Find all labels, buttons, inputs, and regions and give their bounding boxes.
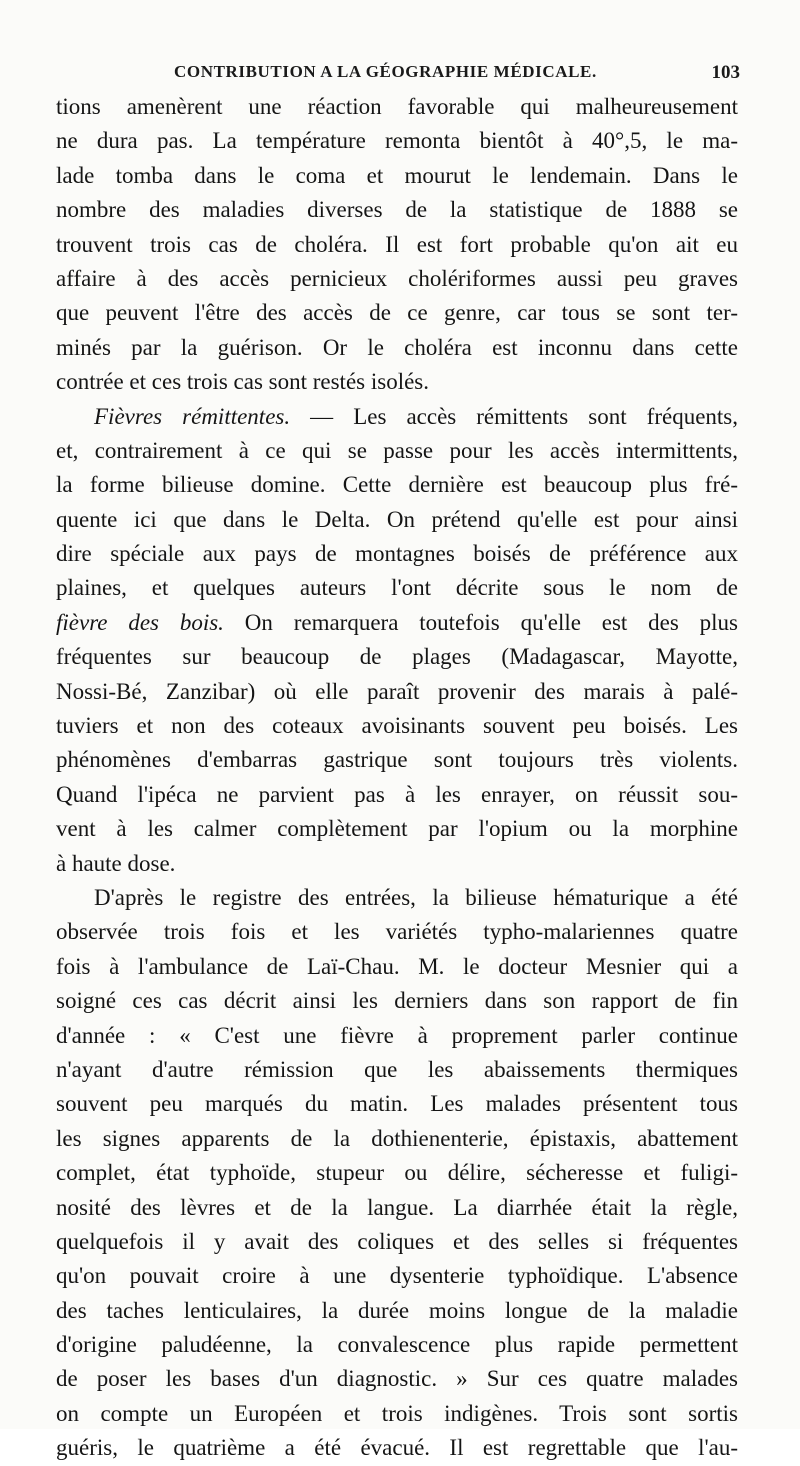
text-line: observée trois fois et les variétés typho-malariennes quatre <box>56 919 738 945</box>
text-line: tuviers et non des coteaux avoisinants souvent peu boisés. Les <box>56 713 738 739</box>
text-line: fréquentes sur beaucoup de plages (Madagascar, Mayotte, <box>56 644 738 670</box>
text-line: on compte un Européen et trois indigènes. Trois sont sortis <box>56 1400 738 1426</box>
text-line: nombre des maladies diverses de la statistique de 1888 se <box>56 197 738 223</box>
text-line: soigné ces cas décrit ainsi les derniers dans son rapport de fin <box>56 988 738 1014</box>
text-line: quelquefois il y avait des coliques et des selles si fréquentes <box>56 1228 738 1254</box>
text-line: dire spéciale aux pays de montagnes boisés de préférence aux <box>56 541 738 567</box>
text-line: complet, état typhoïde, stupeur ou délire, sécheresse et fuligi- <box>56 1160 738 1186</box>
paragraph-1 <box>56 90 738 400</box>
paragraph-3 <box>56 881 738 1466</box>
text-line: Nossi-Bé, Zanzibar) où elle paraît provenir des marais à palé- <box>56 678 738 704</box>
text-run: — Les accès rémittents sont fréquents, <box>290 403 739 429</box>
text-line: à haute dose. <box>56 850 176 876</box>
text-line: phénomènes d'embarras gastrique sont toujours très violents. <box>56 747 738 773</box>
text-line: quente ici que dans le Delta. On prétend qu'elle est pour ainsi <box>56 506 738 532</box>
text-line: que peuvent l'être des accès de ce genre, car tous se sont ter- <box>56 300 738 326</box>
text-line: contrée et ces trois cas sont restés isolés. <box>56 369 429 395</box>
italic-phrase: fièvre des bois. <box>56 609 224 635</box>
running-title: CONTRIBUTION A LA GÉOGRAPHIE MÉDICALE. <box>174 62 597 81</box>
text-line: et, contrairement à ce qui se passe pour les accès intermittents, <box>56 437 738 463</box>
text-line: vent à les calmer complètement par l'opium ou la morphine <box>56 816 738 842</box>
text-line: n'ayant d'autre rémission que les abaissements thermiques <box>56 1056 738 1082</box>
text-line: tions amenèrent une réaction favorable qui malheureusement <box>56 94 738 119</box>
page-number: 103 <box>711 62 740 83</box>
text-line: des taches lenticulaires, la durée moins longue de la maladie <box>56 1297 738 1323</box>
text-line <box>56 400 738 434</box>
body-text <box>56 90 738 1466</box>
text-line: d'année : « C'est une fièvre à proprement parler continue <box>56 1022 738 1048</box>
text-line: D'après le registre des entrées, la bilieuse hématurique a été <box>94 884 738 910</box>
text-line <box>56 606 738 640</box>
text-line: lade tomba dans le coma et mourut le lendemain. Dans le <box>56 162 738 188</box>
text-line: les signes apparents de la dothienenterie, épistaxis, abattement <box>56 1125 738 1151</box>
text-run: On remarquera toutefois qu'elle est des plus <box>223 609 738 635</box>
section-heading: Fièvres rémittentes. <box>94 403 291 429</box>
text-line: la forme bilieuse domine. Cette dernière est beaucoup plus fré- <box>56 472 738 498</box>
text-line: fois à l'ambulance de Laï-Chau. M. le docteur Mesnier qui a <box>56 953 738 979</box>
text-line: souvent peu marqués du matin. Les malades présentent tous <box>56 1091 738 1117</box>
paragraph-2 <box>56 400 738 881</box>
running-head <box>54 62 740 88</box>
text-line: nosité des lèvres et de la langue. La diarrhée était la règle, <box>56 1194 738 1220</box>
text-line: d'origine paludéenne, la convalescence plus rapide permettent <box>56 1332 738 1358</box>
text-line: ne dura pas. La température remonta bientôt à 40°,5, le ma- <box>56 128 738 154</box>
text-line: guéris, le quatrième a été évacué. Il est regrettable que l'au- <box>56 1435 738 1461</box>
text-line: minés par la guérison. Or le choléra est inconnu dans cette <box>56 334 738 360</box>
text-line: trouvent trois cas de choléra. Il est fort probable qu'on ait eu <box>56 231 738 257</box>
text-line: qu'on pouvait croire à une dysenterie typhoïdique. L'absence <box>56 1263 738 1289</box>
text-line: affaire à des accès pernicieux cholériformes aussi peu graves <box>56 265 738 291</box>
text-line: de poser les bases d'un diagnostic. » Sur ces quatre malades <box>56 1366 738 1392</box>
text-line: Quand l'ipéca ne parvient pas à les enrayer, on réussit sou- <box>56 781 738 807</box>
text-line: plaines, et quelques auteurs l'ont décrite sous le nom de <box>56 575 738 601</box>
